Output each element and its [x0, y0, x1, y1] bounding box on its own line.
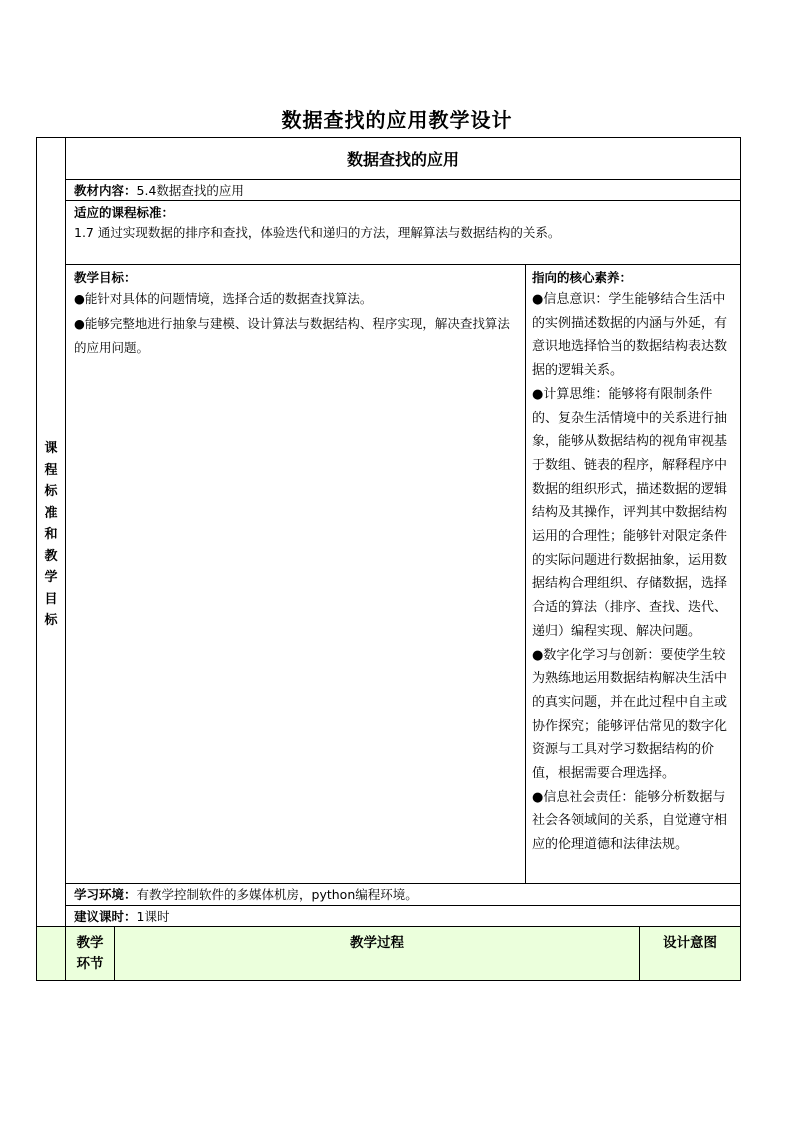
document-title: 数据查找的应用教学设计: [281, 108, 513, 132]
literacy-item: ●信息意识：学生能够结合生活中的实例描述数据的内涵与外延，有意识地选择恰当的数据结构表达数据的逻辑关系。: [532, 292, 728, 379]
textbook-label: 教材内容：: [74, 183, 137, 198]
lesson-title-cell: [65, 137, 741, 180]
standard-label: 适应的课程标准：: [74, 205, 175, 220]
literacy-item: ●计算思维：能够将有限制条件的、复杂生活情境中的关系进行抽象，能够从数据结构的视角审视基于数组、链表的程序，解释程序中数据的组织形式，描述数据的逻辑结构及其操作，评判其中数据结构运用的合理性；能够针对限定条件的实际问题进行数据抽象，运用数据结构合理组织、存储数据，选择合适的算法（排序、查找、迭代、递归）编程实现、解决问题。: [532, 386, 728, 639]
side-label: [37, 438, 65, 632]
environment-label: 学习环境：: [74, 887, 137, 902]
literacy-item: ●信息社会责任：能够分析数据与社会各领域间的关系，自觉遵守相应的伦理道德和法律法规。: [532, 789, 728, 853]
stage-header-cell: [65, 926, 115, 981]
hours-value: 1课时: [136, 909, 170, 924]
literacy-item: ●数字化学习与创新：要使学生较为熟练地运用数据结构解决生活中的真实问题，并在此过程中自主或协作探究；能够评估常见的数字化资源与工具对学习数据结构的价值，根据需要合理选择。: [532, 647, 728, 782]
literacy-cell: [525, 264, 741, 884]
objective-item: ●能够完整地进行抽象与建模、设计算法与数据结构、程序实现，解决查找算法的应用问题。: [74, 316, 510, 355]
side-label-text: 课 程 标 准 和 教 学 目 标: [44, 441, 58, 628]
environment-value: 有教学控制软件的多媒体机房，python编程环境。: [136, 887, 418, 902]
process-header: 教学过程: [350, 935, 404, 951]
process-header-cell: [114, 926, 640, 981]
intent-header-cell: [639, 926, 741, 981]
textbook-row: [65, 179, 741, 201]
standard-value: 1.7 通过实现数据的排序和查找，体验迭代和递归的方法，理解算法与数据结构的关系。: [74, 225, 561, 240]
objective-item: ●能针对具体的问题情境，选择合适的数据查找算法。: [74, 291, 373, 306]
hours-label: 建议课时：: [74, 909, 137, 924]
intent-header: 设计意图: [663, 935, 717, 951]
stage-header: 教学环节: [76, 935, 104, 972]
environment-row: [65, 883, 741, 906]
textbook-value: 5.4数据查找的应用: [136, 183, 244, 198]
side-label-cell: [36, 137, 66, 927]
objectives-cell: [65, 264, 526, 884]
process-header-blank: [36, 926, 66, 981]
literacy-label: 指向的核心素养：: [532, 270, 633, 285]
hours-row: [65, 905, 741, 927]
standard-row: [65, 200, 741, 265]
objectives-label: 教学目标：: [74, 270, 137, 285]
lesson-title: 数据查找的应用: [346, 150, 459, 169]
